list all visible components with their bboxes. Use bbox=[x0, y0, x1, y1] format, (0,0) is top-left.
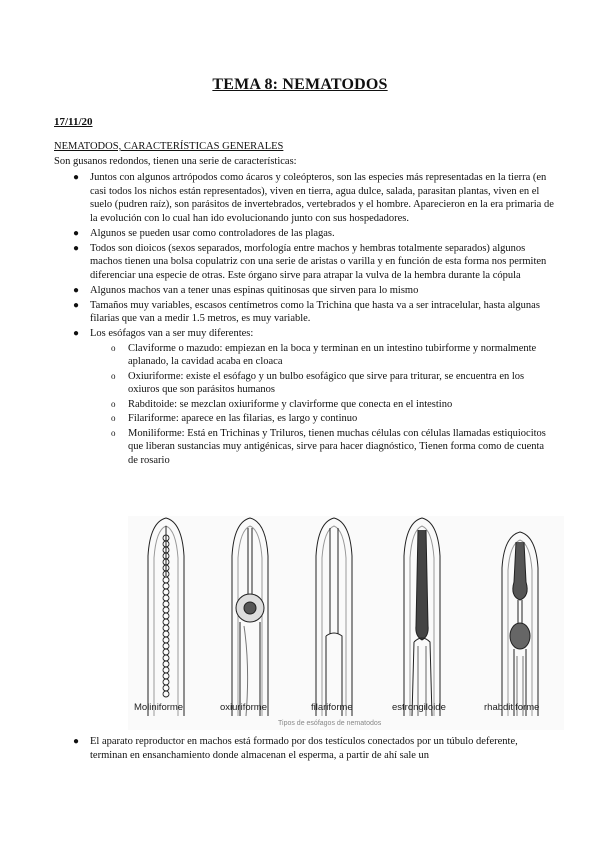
esophagus-figure bbox=[128, 516, 564, 730]
sub-list-item bbox=[90, 427, 554, 468]
list-item bbox=[54, 242, 554, 283]
sub-bullet-icon: o bbox=[111, 413, 116, 423]
bullet-icon: ● bbox=[73, 242, 80, 254]
sub-list-item bbox=[90, 370, 554, 397]
figure-caption: Tipos de esófagos de nematodos bbox=[278, 720, 382, 727]
section-heading: NEMATODOS, CARACTERÍSTICAS GENERALES bbox=[54, 141, 284, 152]
sub-list-item-text: Filariforme: aparece en las filarias, es largo y continuo bbox=[128, 413, 358, 424]
characteristics-list bbox=[54, 171, 554, 469]
esophagus-illustration bbox=[128, 516, 564, 730]
figure-label: estrongiloide bbox=[392, 702, 446, 713]
list-item bbox=[54, 171, 554, 225]
reproductive-list bbox=[54, 735, 554, 762]
date-heading: 17/11/20 bbox=[54, 116, 93, 128]
list-item-text: El aparato reproductor en machos está formado por dos testículos conectados por un túbulo deferente, terminan en ensanchamiento donde almacenan el esperma, a partir de ahí sale un bbox=[90, 736, 518, 761]
sub-bullet-icon: o bbox=[111, 427, 116, 438]
list-item-text: Los esófagos van a ser muy diferentes: bbox=[90, 328, 254, 339]
list-item-text: Todos son dioicos (sexos separados, morfología entre machos y hembras totalmente separados) algunos machos tienen una bolsa copulatriz con una serie de aristas o varilla y en función de esta forma nos permiten diferenciar una especie de otras. Este órgano sirve para atrapar la vulva de la hembra durante la cópula bbox=[90, 242, 547, 281]
sub-list-item-text: Rabditoide: se mezclan oxiuriforme y clavirforme que conecta en el intestino bbox=[128, 398, 453, 410]
sub-list-item-text: Claviforme o mazudo: empiezan en la boca y terminan en un intestino tubirforme y normalmente aplanado, la cavidad acaba en cloaca bbox=[128, 342, 537, 367]
figure-label: oxiuriforme bbox=[220, 702, 267, 713]
list-item-text: Algunos se pueden usar como controladores de las plagas. bbox=[90, 227, 335, 239]
list-item bbox=[54, 227, 554, 241]
list-item-text: Juntos con algunos artrópodos como ácaros y coleópteros, son las especies más representadas en la tierra (en casi todos los nichos están representados), viven en tierra, agua dulce, salada, parasitan plantas, viven en el suelo (pudren raíz), son parásitos de invertebrados, vertebrados y el hombre. Aparecieron en la era primaria de la evolución con lo cual han ido evolucionando junto con sus hospedadores. bbox=[90, 172, 554, 224]
bullet-icon: ● bbox=[73, 284, 80, 296]
esophagus-types-list bbox=[90, 342, 554, 468]
list-item bbox=[54, 299, 554, 326]
page-title: TEMA 8: NEMATODOS bbox=[212, 76, 388, 93]
list-item-text: Algunos machos van a tener unas espinas quitinosas que sirven para lo mismo bbox=[90, 284, 419, 296]
list-item bbox=[54, 327, 554, 467]
bullet-icon: ● bbox=[73, 172, 80, 183]
bullet-icon: ● bbox=[73, 328, 80, 339]
sub-bullet-icon: o bbox=[111, 398, 116, 409]
figure-label: rhabditiforme bbox=[484, 702, 540, 713]
list-item-text: Tamaños muy variables, escasos centímetros como la Trichina que hasta va a ser intracelular, hasta algunas filarias que van a medir 1.5 metros, es muy variable. bbox=[90, 299, 540, 324]
sub-list-item-text: Oxiuriforme: existe el esófago y un bulbo esofágico que sirve para triturar, se encuentra en los oxiuros que son parásitos humanos bbox=[128, 370, 525, 395]
bullet-icon: ● bbox=[73, 227, 80, 239]
figure-label: Moliniforme bbox=[134, 702, 184, 713]
bullet-icon: ● bbox=[73, 299, 80, 311]
list-item bbox=[54, 735, 554, 762]
sub-bullet-icon: o bbox=[111, 342, 116, 353]
bullet-icon: ● bbox=[73, 736, 80, 747]
figure-label: filariforme bbox=[311, 702, 353, 713]
sub-bullet-icon: o bbox=[111, 370, 116, 381]
sub-list-item bbox=[90, 398, 554, 412]
sub-list-item bbox=[90, 412, 554, 426]
sub-list-item-text: Moniliforme: Está en Trichinas y Triluros, tienen muchas células con células llamadas estiquiocitos que liberan sustancias muy antigénicas, sirve para hacer diagnóstico, Tienen forma como de cuenta de rosario bbox=[128, 427, 546, 466]
intro-text: Son gusanos redondos, tienen una serie de características: bbox=[54, 156, 297, 167]
list-item bbox=[54, 284, 554, 298]
sub-list-item bbox=[90, 342, 554, 369]
